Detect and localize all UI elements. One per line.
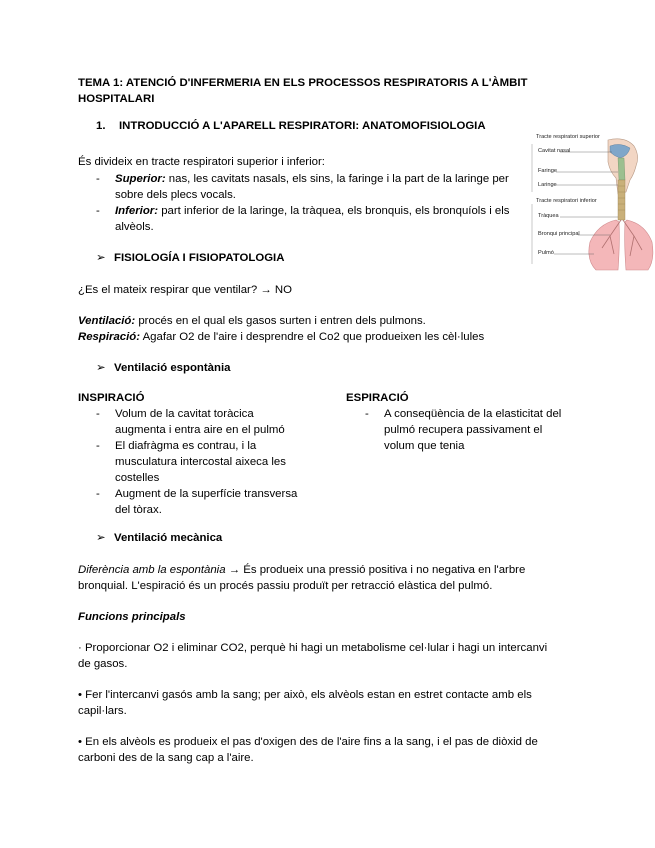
ventilacio-term: Ventilació: xyxy=(78,315,136,327)
espiracio-heading: ESPIRACIÓ xyxy=(346,392,409,404)
inspiracio-heading: INSPIRACIÓ xyxy=(78,392,145,404)
funcio-3-line-2: carboni des de la sang cap a l'aire. xyxy=(78,752,254,764)
ventilacio-definition xyxy=(78,313,426,329)
superior-line-1 xyxy=(115,171,509,187)
inspiracio-item-2-line-1: El diafràgma es contrau, i la xyxy=(115,440,257,452)
diferencia-line-2: bronquial. L'espiració és un procés passiu produït per retracció elàstica del pulmó. xyxy=(78,580,493,592)
funcio-2-line-1: • Fer l'intercanvi gasós amb la sang; per això, els alvèols estan en estret contacte amb els xyxy=(78,689,532,701)
figure-label-traquea: Tràquea xyxy=(538,213,559,219)
superior-text: nas, les cavitats nasals, els sins, la faringe i la part de la laringe per xyxy=(165,173,509,185)
diferencia-line-1 xyxy=(78,562,525,578)
espiracio-item-1-line-1: A conseqüència de la elasticitat del xyxy=(384,408,562,420)
funcio-2-line-2: capil·lars. xyxy=(78,705,127,717)
funcions-heading: Funcions principals xyxy=(78,611,186,623)
inferior-line-1 xyxy=(115,203,509,219)
figure-label-pulmo: Pulmó xyxy=(538,250,554,256)
figure-label-superior: Tracte respiratori superior xyxy=(536,134,600,140)
inspiracio-item-2-line-2: musculatura intercostal aixeca les xyxy=(115,456,286,468)
arrow-bullet-icon: ➢ xyxy=(96,362,106,374)
espiracio-item-1-line-3: volum que tenia xyxy=(384,440,465,452)
respiratory-anatomy-figure xyxy=(530,132,655,274)
mecanica-heading: Ventilació mecànica xyxy=(114,532,223,544)
inferior-term: Inferior: xyxy=(115,205,159,217)
bullet-dash: - xyxy=(96,440,100,452)
superior-term: Superior: xyxy=(115,173,166,185)
bullet-dash: - xyxy=(96,408,100,420)
section-number: 1. xyxy=(96,120,106,132)
intro-text: És divideix en tracte respiratori superior i inferior: xyxy=(78,156,325,168)
bullet-dash: - xyxy=(96,488,100,500)
superior-line-2: sobre dels plecs vocals. xyxy=(115,189,236,201)
figure-label-faringe: Faringe xyxy=(538,168,557,174)
figure-label-bronqui: Bronqui principal xyxy=(538,231,580,237)
funcio-1-line-2: de gasos. xyxy=(78,658,128,670)
diferencia-text: És produeix una pressió positiva i no negativa en l'arbre xyxy=(240,564,526,576)
funcio-1-line-1: · Proporcionar O2 i eliminar CO2, perquè hi hagi un metabolisme cel·lular i hagi un intercanvi xyxy=(78,642,548,654)
diferencia-term: Diferència amb la espontània → xyxy=(78,564,241,576)
question-text: ¿Es el mateix respirar que ventilar? → NO xyxy=(78,284,292,296)
title-line-1: TEMA 1: ATENCIÓ D'INFERMERIA EN ELS PROCESSOS RESPIRATORIS A L'ÀMBIT xyxy=(78,77,528,89)
arrow-bullet-icon: ➢ xyxy=(96,252,106,264)
inspiracio-item-1-line-1: Volum de la cavitat toràcica xyxy=(115,408,254,420)
inspiracio-item-3-line-1: Augment de la superfície transversa xyxy=(115,488,298,500)
bullet-dash: - xyxy=(365,408,369,420)
title-line-2: HOSPITALARI xyxy=(78,93,155,105)
inferior-line-2: alvèols. xyxy=(115,221,154,233)
respiracio-definition xyxy=(78,329,484,345)
fisiologia-heading: FISIOLOGÍA I FISIOPATOLOGIA xyxy=(114,252,285,264)
respiracio-term: Respiració: xyxy=(78,331,141,343)
inspiracio-item-3-line-2: del tòrax. xyxy=(115,504,162,516)
espiracio-item-1-line-2: pulmó recupera passivament el xyxy=(384,424,543,436)
inferior-text: part inferior de la laringe, la tràquea, els bronquis, els bronquíols i els xyxy=(158,205,510,217)
ventilacio-text: procés en el qual els gasos surten i entren dels pulmons. xyxy=(135,315,426,327)
inspiracio-item-1-line-2: augmenta i entra aire en el pulmó xyxy=(115,424,285,436)
espontania-heading: Ventilació espontània xyxy=(114,362,231,374)
bullet-dash: - xyxy=(96,173,100,185)
respiracio-text: Agafar O2 de l'aire i desprendre el Co2 que produeixen les cèl·lules xyxy=(140,331,485,343)
arrow-bullet-icon: ➢ xyxy=(96,532,106,544)
figure-label-laringe: Laringe xyxy=(538,182,557,188)
inspiracio-item-2-line-3: costelles xyxy=(115,472,160,484)
bullet-dash: - xyxy=(96,205,100,217)
figure-label-cavitat: Cavitat nasal xyxy=(538,148,571,154)
figure-label-inferior: Tracte respiratori inferior xyxy=(536,198,597,204)
section-title: INTRODUCCIÓ A L'APARELL RESPIRATORI: ANATOMOFISIOLOGIA xyxy=(119,120,486,132)
funcio-3-line-1: • En els alvèols es produeix el pas d'oxigen des de l'aire fins a la sang, i el pas de diòxid de xyxy=(78,736,538,748)
